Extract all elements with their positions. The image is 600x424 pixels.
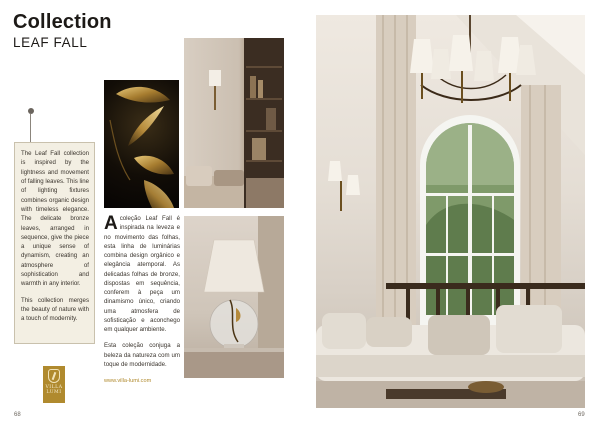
website-link[interactable]: www.villa-lumi.com — [104, 378, 152, 384]
collection-name: LEAF FALL — [13, 35, 88, 50]
page-number-left: 68 — [14, 412, 21, 418]
body-paragraph-1: coleção Leaf Fall é inspirada na leveza e no movimento das folhas, esta linha de luminárias combina design orgânico e elegância atemporal. As delicadas folhas de bronze, dispostas em sequência, conferem à peça um dinamismo único, criando uma atmosfera de sofisticação e aconchego em qualquer ambiente. — [104, 215, 180, 333]
intro-text-box — [14, 142, 95, 344]
pin-line — [30, 114, 31, 143]
body-text — [104, 214, 180, 369]
logo-line-2: LUMI — [46, 390, 62, 396]
living-room-wall-lamp-photo — [184, 38, 284, 208]
table-lamp-illustration — [184, 216, 284, 378]
pin-dot — [28, 108, 34, 114]
logo-text — [45, 385, 62, 396]
room-illustration — [184, 38, 284, 208]
logo-line-1: VILLA — [45, 385, 63, 390]
bronze-leaves-photo — [104, 80, 179, 208]
interior-illustration — [316, 15, 585, 408]
right-page — [300, 0, 600, 424]
table-lamp-photo — [184, 216, 284, 378]
interior-chandelier-photo — [316, 15, 585, 408]
drop-cap: A — [104, 213, 118, 234]
leaf-icon — [48, 369, 60, 383]
intro-paragraph-1: The Leaf Fall collection is inspired by the lightness and movement of falling leaves. This line of lighting fixtures combines organic design with timeless elegance. The delicate bronze leaves, arranged in sequence, give the piece a unique sense of dynamism, creating an atmosphere of sophistication and warmth in any interior. — [21, 150, 89, 288]
page-title: Collection — [13, 11, 112, 33]
bronze-leaves-illustration — [104, 80, 179, 208]
body-paragraph-2: Esta coleção conjuga a beleza da natureza com um toque de modernidade. — [104, 342, 180, 368]
intro-paragraph-2: This collection merges the beauty of nature with a touch of modernity. — [21, 296, 89, 323]
page-number-right: 69 — [578, 412, 585, 418]
villa-lumi-logo — [43, 366, 65, 403]
